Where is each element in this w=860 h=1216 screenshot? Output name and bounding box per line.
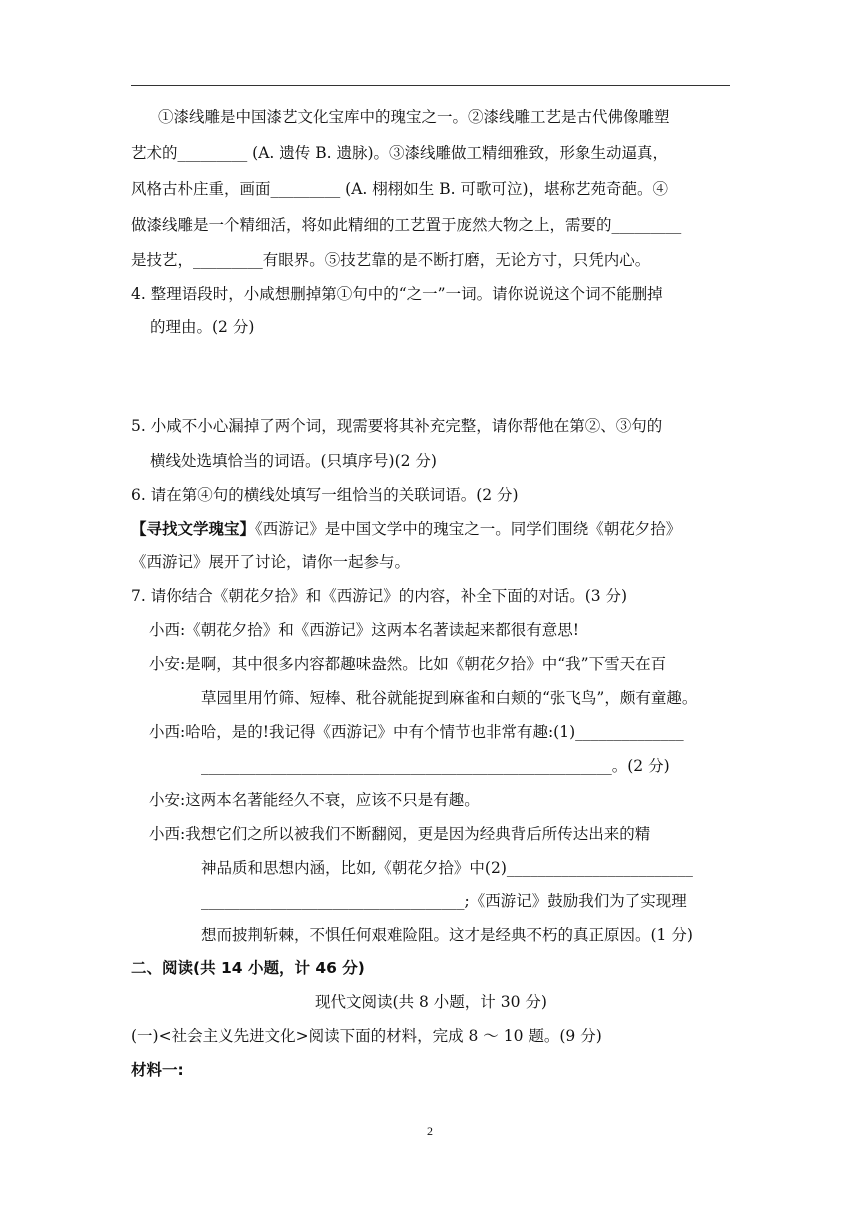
dialog-line-7: 小西:我想它们之所以被我们不断翻阅，更是因为经典背后所传达出来的精 (149, 825, 651, 843)
question-7: 7. 请你结合《朝花夕拾》和《西游记》的内容，补全下面的对话。(3 分) (131, 587, 628, 605)
question-5-line-2: 横线处选填恰当的词语。(只填序号)(2 分) (150, 452, 437, 470)
header-rule (131, 85, 730, 86)
part-2-title: 二、阅读(共 14 小题，计 46 分) (131, 959, 365, 977)
passage-line-5: 是技艺，_________有眼界。⑤技艺靠的是不断打磨，无论方寸，只凭内心。 (131, 251, 651, 269)
dialog-line-4: 小西:哈哈，是的!我记得《西游记》中有个情节也非常有趣:(1)______________ (149, 723, 684, 741)
section-title: 【寻找文学瑰宝】 (131, 520, 256, 538)
dialog-line-6: 小安:这两本名著能经久不衰，应该不只是有趣。 (149, 791, 480, 809)
section-text-2: 《西游记》展开了讨论，请你一起参与。 (131, 553, 411, 571)
question-6: 6. 请在第④句的横线处填写一组恰当的关联词语。(2 分) (131, 486, 519, 504)
section-intro-line-1 (131, 519, 731, 539)
section-text-1: 《西游记》是中国文学中的瑰宝之一。同学们围绕《朝花夕拾》 (255, 520, 682, 538)
passage-line-3: 风格古朴庄重，画面_________ (A. 栩栩如生 B. 可歌可泣)，堪称艺苑奇葩。④ (131, 180, 668, 198)
passage-line-4: 做漆线雕是一个精细活，将如此精细的工艺置于庞然大物之上，需要的_________ (131, 216, 682, 234)
part-2-item-1: (一)<社会主义先进文化>阅读下面的材料，完成 8 ～ 10 题。(9 分) (131, 1027, 602, 1045)
passage-line-2: 艺术的_________ (A. 遗传 B. 遗脉)。③漆线雕做工精细雅致，形象生动逼真， (131, 144, 668, 162)
question-5-line-1: 5. 小咸不小心漏掉了两个词，现需要将其补充完整，请你帮他在第②、③句的 (131, 417, 663, 435)
question-4-line-2: 的理由。(2 分) (150, 318, 255, 336)
dialog-line-5: _____________________________________________________。(2 分) (201, 757, 670, 775)
dialog-line-10: 想而披荆斩棘，不惧任何艰难险阻。这才是经典不朽的真正原因。(1 分) (201, 926, 693, 944)
material-label: 材料一: (131, 1061, 184, 1079)
dialog-line-9: __________________________________;《西游记》鼓励我们为了实现理 (201, 892, 687, 910)
part-2-subtitle: 现代文阅读(共 8 小题，计 30 分) (315, 993, 547, 1011)
dialog-line-8: 神品质和思想内涵，比如,《朝花夕拾》中(2)________________________ (201, 859, 693, 877)
page-number: 2 (427, 1124, 433, 1138)
question-4-line-1: 4. 整理语段时，小咸想删掉第①句中的“之一”一词。请你说说这个词不能删掉 (131, 285, 663, 303)
dialog-line-1: 小西:《朝花夕拾》和《西游记》这两本名著读起来都很有意思! (149, 621, 579, 639)
dialog-line-3: 草园里用竹筛、短棒、秕谷就能捉到麻雀和白颊的“张飞鸟”，颇有童趣。 (201, 689, 698, 707)
passage-line-1: ①漆线雕是中国漆艺文化宝库中的瑰宝之一。②漆线雕工艺是古代佛像雕塑 (158, 108, 670, 126)
dialog-line-2: 小安:是啊，其中很多内容都趣味盎然。比如《朝花夕拾》中“我”下雪天在百 (149, 655, 667, 673)
